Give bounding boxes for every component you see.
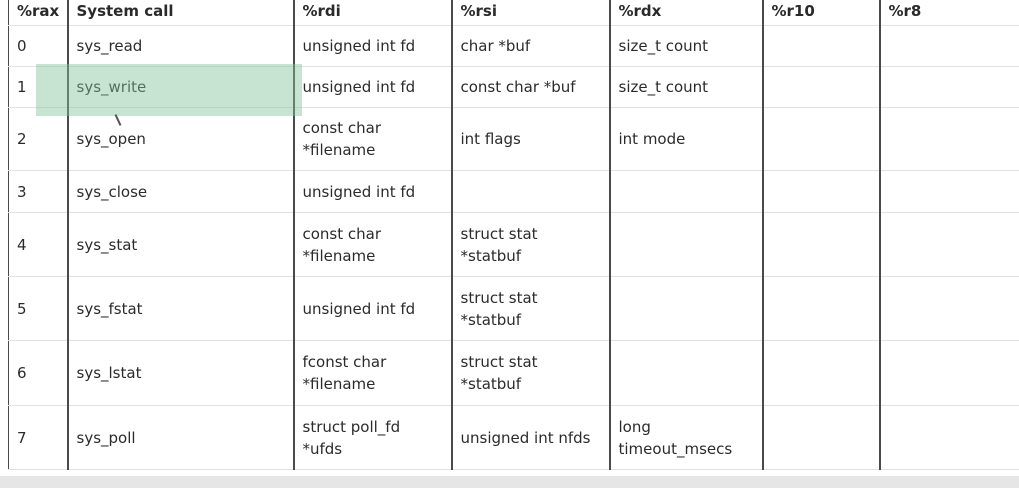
- header-rdi: %rdi: [294, 0, 452, 26]
- cell-syscall: sys_fstat: [68, 277, 294, 341]
- syscall-table: [8, 0, 1019, 470]
- table-header-row: [9, 0, 1019, 26]
- header-rdx: %rdx: [610, 0, 763, 26]
- cell-r8: [880, 26, 1019, 67]
- table-row: [9, 108, 1019, 171]
- cell-r8: [880, 67, 1019, 108]
- cell-rax: 6: [9, 341, 68, 406]
- cell-rdx: int mode: [610, 108, 763, 171]
- cell-rdx: [610, 341, 763, 406]
- cell-rdi: unsigned int fd: [294, 277, 452, 341]
- cell-rsi: struct stat *statbuf: [452, 213, 610, 277]
- cell-rdx: size_t count: [610, 67, 763, 108]
- cell-syscall: sys_close: [68, 171, 294, 213]
- cell-rsi: struct stat *statbuf: [452, 341, 610, 406]
- cell-rdi: struct poll_fd *ufds: [294, 406, 452, 470]
- cell-r8: [880, 406, 1019, 470]
- cell-rdx: long timeout_msecs: [610, 406, 763, 470]
- cell-syscall: sys_open: [68, 108, 294, 171]
- cell-r8: [880, 341, 1019, 406]
- cell-r8: [880, 277, 1019, 341]
- table-row: [9, 213, 1019, 277]
- table-row: [9, 341, 1019, 406]
- cell-rdi: unsigned int fd: [294, 26, 452, 67]
- cell-rsi: struct stat *statbuf: [452, 277, 610, 341]
- cell-r10: [763, 341, 880, 406]
- cell-r10: [763, 277, 880, 341]
- cell-syscall: sys_write: [68, 67, 294, 108]
- table-row: [9, 67, 1019, 108]
- cell-rax: 4: [9, 213, 68, 277]
- cell-rsi: [452, 171, 610, 213]
- header-r8: %r8: [880, 0, 1019, 26]
- cell-syscall: sys_lstat: [68, 341, 294, 406]
- cell-rdx: [610, 171, 763, 213]
- cell-r8: [880, 171, 1019, 213]
- cell-rax: 5: [9, 277, 68, 341]
- cell-r10: [763, 213, 880, 277]
- table-row: [9, 26, 1019, 67]
- cell-rsi: int flags: [452, 108, 610, 171]
- table-row: [9, 171, 1019, 213]
- cell-syscall: sys_read: [68, 26, 294, 67]
- cell-rdx: size_t count: [610, 26, 763, 67]
- cell-r10: [763, 108, 880, 171]
- table-row: [9, 406, 1019, 470]
- cell-r10: [763, 67, 880, 108]
- cell-r8: [880, 108, 1019, 171]
- cell-rsi: char *buf: [452, 26, 610, 67]
- cell-rdx: [610, 213, 763, 277]
- cell-rdi: fconst char *filename: [294, 341, 452, 406]
- table-row: [9, 277, 1019, 341]
- header-r10: %r10: [763, 0, 880, 26]
- cell-rdi: unsigned int fd: [294, 67, 452, 108]
- cell-rsi: const char *buf: [452, 67, 610, 108]
- cell-r10: [763, 26, 880, 67]
- cell-rax: 1: [9, 67, 68, 108]
- cell-rsi: unsigned int nfds: [452, 406, 610, 470]
- cell-rdi: unsigned int fd: [294, 171, 452, 213]
- header-system-call: System call: [68, 0, 294, 26]
- cell-rax: 3: [9, 171, 68, 213]
- cell-rdx: [610, 277, 763, 341]
- cell-syscall: sys_stat: [68, 213, 294, 277]
- cell-r10: [763, 406, 880, 470]
- cell-rax: 2: [9, 108, 68, 171]
- cell-rdi: const char *filename: [294, 213, 452, 277]
- cell-r8: [880, 213, 1019, 277]
- cell-syscall: sys_poll: [68, 406, 294, 470]
- header-rsi: %rsi: [452, 0, 610, 26]
- cell-rax: 0: [9, 26, 68, 67]
- bottom-band: [0, 476, 1019, 488]
- cell-rdi: const char *filename: [294, 108, 452, 171]
- cell-r10: [763, 171, 880, 213]
- cell-rax: 7: [9, 406, 68, 470]
- header-rax: %rax: [9, 0, 68, 26]
